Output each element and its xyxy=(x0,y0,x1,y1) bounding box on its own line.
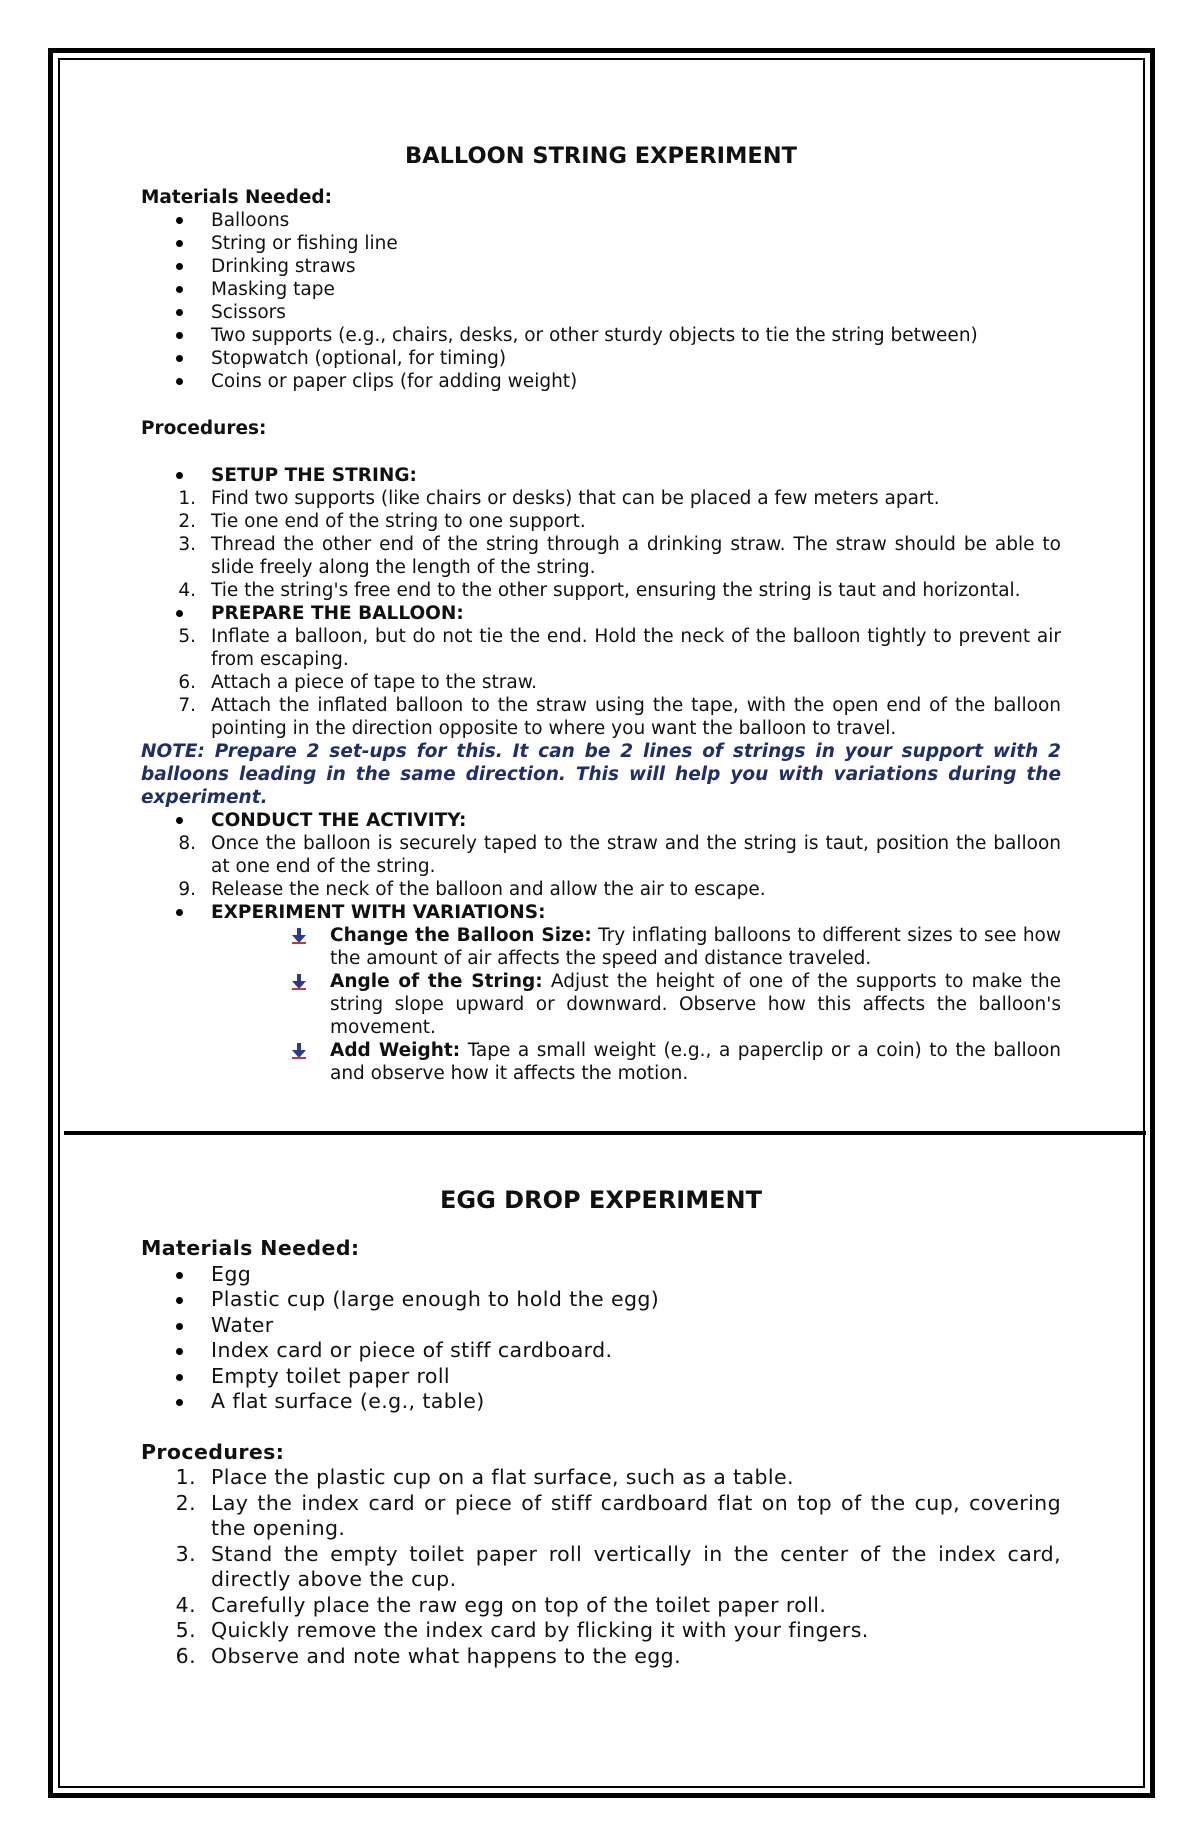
list-item: Egg xyxy=(141,1262,1061,1288)
balloon-title: BALLOON STRING EXPERIMENT xyxy=(405,143,797,169)
egg-procedures-heading: Procedures: xyxy=(141,1439,285,1464)
variation-item: Change the Balloon Size: Try inflating balloons to different sizes to see how the amount of air affects the speed and distance traveled. xyxy=(141,924,1061,970)
procedure-step: 5. Quickly remove the index card by flicking it with your fingers. xyxy=(175,1618,869,1642)
arrow-down-icon xyxy=(291,973,307,991)
egg-materials-list xyxy=(141,1262,1061,1415)
balloon-experiment-section xyxy=(141,138,1061,1085)
procedure-step: 2. Lay the index card or piece of stiff cardboard flat on top of the cup, covering the opening. xyxy=(175,1490,1061,1540)
list-item: Index card or piece of stiff cardboard. xyxy=(141,1338,1061,1364)
procedure-step: 1. Place the plastic cup on a flat surface, such as a table. xyxy=(175,1465,794,1489)
list-item: Two supports (e.g., chairs, desks, or other sturdy objects to tie the string between) xyxy=(141,324,1061,347)
egg-materials-heading: Materials Needed: xyxy=(141,1236,360,1260)
procedure-step: 8. Once the balloon is securely taped to the straw and the string is taut, position the balloon at one end of the string. xyxy=(178,833,1061,877)
list-item: Scissors xyxy=(141,301,1061,324)
section-divider xyxy=(64,1131,1146,1135)
list-item: Stopwatch (optional, for timing) xyxy=(141,347,1061,370)
conduct-heading: CONDUCT THE ACTIVITY: xyxy=(141,809,1061,832)
prepare-heading: PREPARE THE BALLOON: xyxy=(141,602,1061,625)
procedure-step: 1. Find two supports (like chairs or desks) that can be placed a few meters apart. xyxy=(178,488,940,509)
procedure-step: 7. Attach the inflated balloon to the straw using the tape, with the open end of the balloon pointing in the direction opposite to where you want the balloon to travel. xyxy=(178,695,1061,739)
procedure-step: 4. Carefully place the raw egg on top of the toilet paper roll. xyxy=(175,1592,827,1617)
list-item: String or fishing line xyxy=(141,232,1061,255)
variation-item: Add Weight: Tape a small weight (e.g., a paperclip or a coin) to the balloon and observe how it affects the motion. xyxy=(141,1039,1061,1085)
procedure-step: 9. Release the neck of the balloon and allow the air to escape. xyxy=(178,879,766,900)
balloon-materials-heading: Materials Needed: xyxy=(141,187,333,208)
variation-item: Angle of the String: Adjust the height of one of the supports to make the string slope upward or downward. Observe how this affects the balloon's movement. xyxy=(141,970,1061,1039)
list-item: Masking tape xyxy=(141,278,1061,301)
procedure-step: 3. Stand the empty toilet paper roll vertically in the center of the index card, directly above the cup. xyxy=(175,1541,1061,1591)
balloon-procedures-heading: Procedures: xyxy=(141,418,267,439)
setup-note: NOTE: Prepare 2 set-ups for this. It can be 2 lines of strings in your support with 2 balloons leading in the same direction. This will help you with variations during the experiment. xyxy=(141,741,1061,808)
arrow-down-icon xyxy=(291,1042,307,1060)
list-item: A flat surface (e.g., table) xyxy=(141,1389,1061,1415)
setup-heading: SETUP THE STRING: xyxy=(141,464,1061,487)
procedure-step: 6. Observe and note what happens to the egg. xyxy=(175,1643,681,1668)
list-item: Plastic cup (large enough to hold the egg) xyxy=(141,1287,1061,1313)
egg-title: EGG DROP EXPERIMENT xyxy=(440,1186,762,1214)
procedure-step: 4. Tie the string's free end to the other support, ensuring the string is taut and horizontal. xyxy=(178,580,1021,601)
list-item: Drinking straws xyxy=(141,255,1061,278)
procedure-step: 3. Thread the other end of the string through a drinking straw. The straw should be able to slide freely along the length of the string. xyxy=(178,534,1061,578)
arrow-down-icon xyxy=(291,927,307,945)
procedure-step: 6. Attach a piece of tape to the straw. xyxy=(178,672,538,693)
procedure-step: 2. Tie one end of the string to one support. xyxy=(178,511,586,532)
egg-experiment-section xyxy=(141,1182,1061,1669)
egg-procedure-list xyxy=(141,1465,1061,1669)
variations-heading: EXPERIMENT WITH VARIATIONS: xyxy=(141,901,1061,924)
list-item: Coins or paper clips (for adding weight) xyxy=(141,370,1061,393)
list-item: Water xyxy=(141,1313,1061,1339)
list-item: Balloons xyxy=(141,209,1061,232)
procedure-step: 5. Inflate a balloon, but do not tie the end. Hold the neck of the balloon tightly to prevent air from escaping. xyxy=(178,626,1061,670)
balloon-materials-list xyxy=(141,209,1061,393)
list-item: Empty toilet paper roll xyxy=(141,1364,1061,1390)
